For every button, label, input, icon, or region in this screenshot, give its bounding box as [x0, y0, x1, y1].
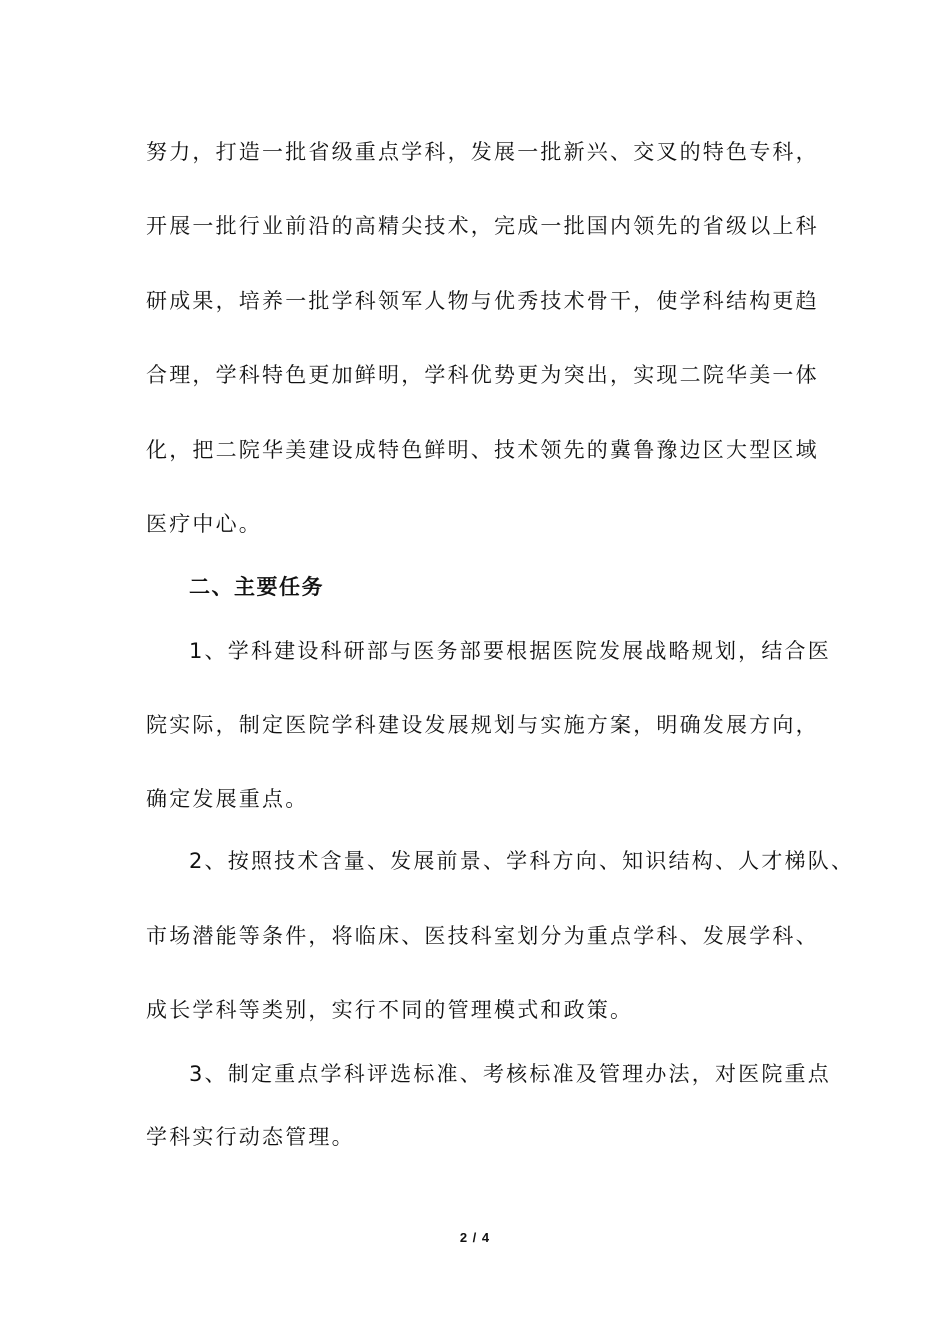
body-line: 合理，学科特色更加鲜明，学科优势更为突出，实现二院华美一体 [146, 363, 819, 387]
body-line: 院实际，制定医院学科建设发展规划与实施方案，明确发展方向， [146, 713, 819, 737]
body-line: 开展一批行业前沿的高精尖技术，完成一批国内领先的省级以上科 [146, 214, 819, 238]
section-heading: 二、主要任务 [189, 575, 324, 599]
body-line: 2、按照技术含量、发展前景、学科方向、知识结构、人才梯队、 [189, 849, 855, 873]
body-line: 3、制定重点学科评选标准、考核标准及管理办法，对医院重点 [189, 1062, 831, 1086]
body-line: 医疗中心。 [146, 512, 262, 536]
page-number: 2 / 4 [459, 1230, 491, 1245]
body-line: 学科实行动态管理。 [146, 1125, 355, 1149]
body-line: 研成果，培养一批学科领军人物与优秀技术骨干，使学科结构更趋 [146, 289, 819, 313]
body-line: 市场潜能等条件，将临床、医技科室划分为重点学科、发展学科、 [146, 924, 819, 948]
body-line: 1、学科建设科研部与医务部要根据医院发展战略规划，结合医 [189, 639, 831, 663]
body-line: 确定发展重点。 [146, 787, 309, 811]
body-line: 努力，打造一批省级重点学科，发展一批新兴、交叉的特色专科， [146, 140, 819, 164]
body-line: 化，把二院华美建设成特色鲜明、技术领先的冀鲁豫边区大型区域 [146, 438, 819, 462]
body-line: 成长学科等类别，实行不同的管理模式和政策。 [146, 998, 634, 1022]
